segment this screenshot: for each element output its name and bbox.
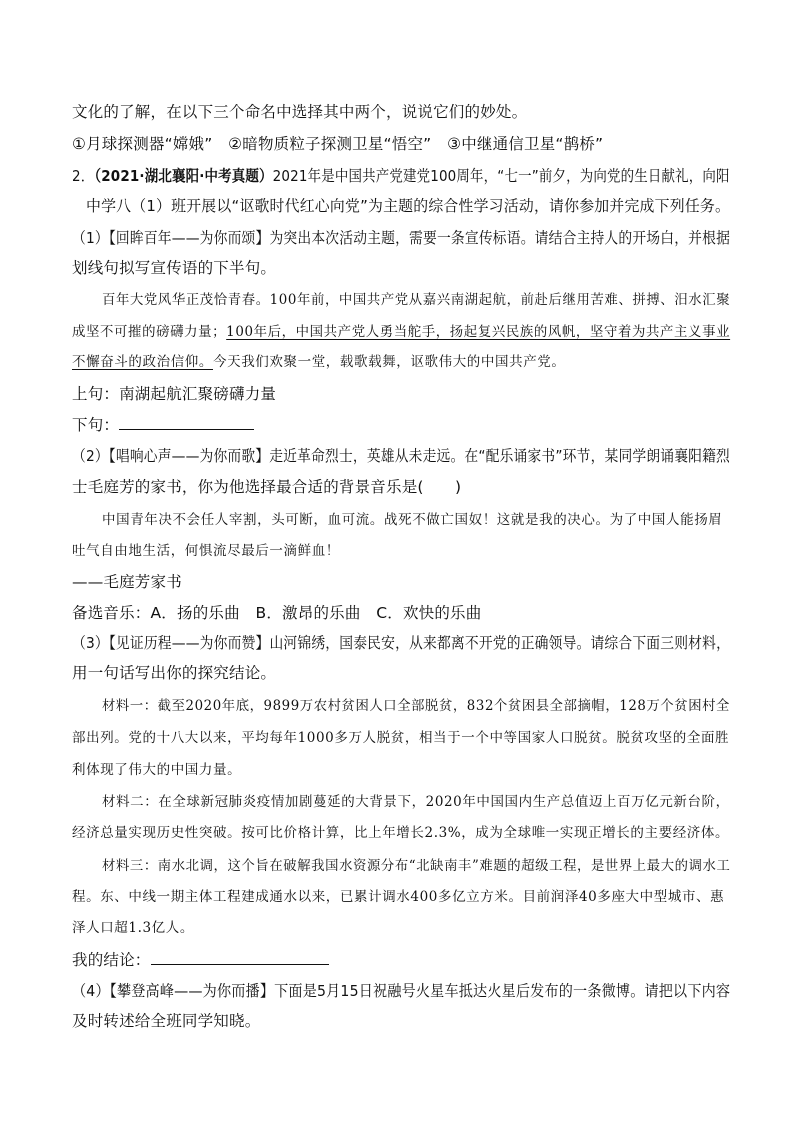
question-number: 2． [72, 167, 95, 185]
material-3-line-3: 泽人口超1.3亿人。 [72, 920, 194, 936]
underlined-sentence-end: 不懈奋斗的政治信仰。 [72, 354, 213, 370]
question-source: （2021·湖北襄阳·中考真题） [94, 167, 273, 185]
part-1-prompt: （1）【回眸百年——为你而颂】为突出本次活动主题，需要一条宣传标语。请结合主持人的开场白，并根据 [72, 229, 731, 247]
host-opening-line-3: 不懈奋斗的政治信仰。今天我们欢聚一堂，载歌载舞，讴歌伟大的中国共产党。 [72, 354, 566, 370]
material-3-line-2: 程。东、中线一期主体工程建成通水以来，已累计调水400多亿立方米。目前润泽40多座大中型城市、惠 [72, 889, 725, 905]
family-letter-line-1: 中国青年决不会任人宰割，头可断，血可流。战死不做亡国奴！这就是我的决心。为了中国人能扬眉 [102, 512, 723, 528]
material-2-line-1: 材料二：在全球新冠肺炎疫情加剧蔓延的大背景下，2020年中国国内生产总值迈上百万亿元新台阶， [102, 794, 730, 810]
part-4-prompt: （4）【攀登高峰——为你而播】下面是5月15日祝融号火星车抵达火星后发布的一条微博。请把以下内容 [72, 982, 731, 1000]
material-1-line-2: 部出列。党的十八大以来，平均每年1000多万人脱贫，相当于一个中等国家人口脱贫。脱贫攻坚的全面胜 [72, 730, 730, 746]
underlined-sentence: 100年后，中国共产党人勇当舵手，扬起复兴民族的风帆，坚守着为共产主义事业 [226, 324, 731, 340]
letter-signature: ——毛庭芳家书 [72, 573, 182, 591]
question-2-header [72, 166, 730, 186]
material-2-line-2: 经济总量实现历史性突破。按可比价格计算，比上年增长2.3%，成为全球唯一实现正增长的主要经济体。 [72, 825, 730, 841]
part-3-prompt: （3）【见证历程——为你而赞】山河锦绣，国泰民安，从来都离不开党的正确领导。请综合下面三则材料， [72, 634, 731, 652]
naming-options: ①月球探测器“嫦娥” ②暗物质粒子探测卫星“悟空” ③中继通信卫星“鹊桥” [72, 135, 604, 153]
part-2-prompt-continued: 士毛庭芳的家书，你为他选择最合适的背景音乐是( ) [72, 478, 462, 496]
music-options: 备选音乐：A．扬的乐曲 B．激昂的乐曲 C．欢快的乐曲 [72, 604, 482, 622]
part-4-prompt-continued: 及时转述给全班同学知晓。 [72, 1012, 261, 1030]
part-2-prompt: （2）【唱响心声——为你而歌】走近革命烈士，英雄从未走远。在“配乐诵家书”环节，某同学朗诵襄阳籍烈 [72, 447, 730, 465]
intro-text: 文化的了解，在以下三个命名中选择其中两个，说说它们的妙处。 [72, 103, 528, 121]
my-conclusion: 我的结论： [72, 949, 329, 970]
host-opening-line-1: 百年大党风华正茂恰青春。100年前，中国共产党从嘉兴南湖起航，前赴后继用苦难、拼搏、汨水汇聚 [102, 292, 731, 308]
lower-line-answer: 下句： [72, 414, 254, 435]
lower-line-blank[interactable] [119, 414, 254, 430]
material-1-line-1: 材料一：截至2020年底，9899万农村贫困人口全部脱贫，832个贫困县全部摘帽，128万个贫困村全 [102, 698, 730, 714]
question-stem-continued: 中学八（1）班开展以“讴歌时代红心向党”为主题的综合性学习活动，请你参加并完成下列任务。 [86, 197, 731, 215]
upper-line-slogan: 上句：南湖起航汇聚磅礴力量 [72, 385, 277, 403]
question-stem: 2021年是中国共产党建党100周年，“七一”前夕，为向党的生日献礼，向阳 [272, 167, 730, 185]
family-letter-line-2: 吐气自由地生活，何惧流尽最后一滴鲜血！ [72, 543, 340, 559]
part-1-prompt-continued: 划线句拟写宣传语的下半句。 [72, 259, 277, 277]
part-3-prompt-continued: 用一句话写出你的探究结论。 [72, 664, 277, 682]
host-opening-line-2: 成坚不可摧的磅礴力量；100年后，中国共产党人勇当舵手，扬起复兴民族的风帆，坚守着为共产主义事业 [72, 324, 731, 340]
material-3-line-1: 材料三：南水北调，这个旨在破解我国水资源分布“北缺南丰”难题的超级工程，是世界上最大的调水工 [102, 858, 731, 874]
conclusion-blank[interactable] [151, 949, 329, 965]
material-1-line-3: 利体现了伟大的中国力量。 [72, 762, 242, 778]
